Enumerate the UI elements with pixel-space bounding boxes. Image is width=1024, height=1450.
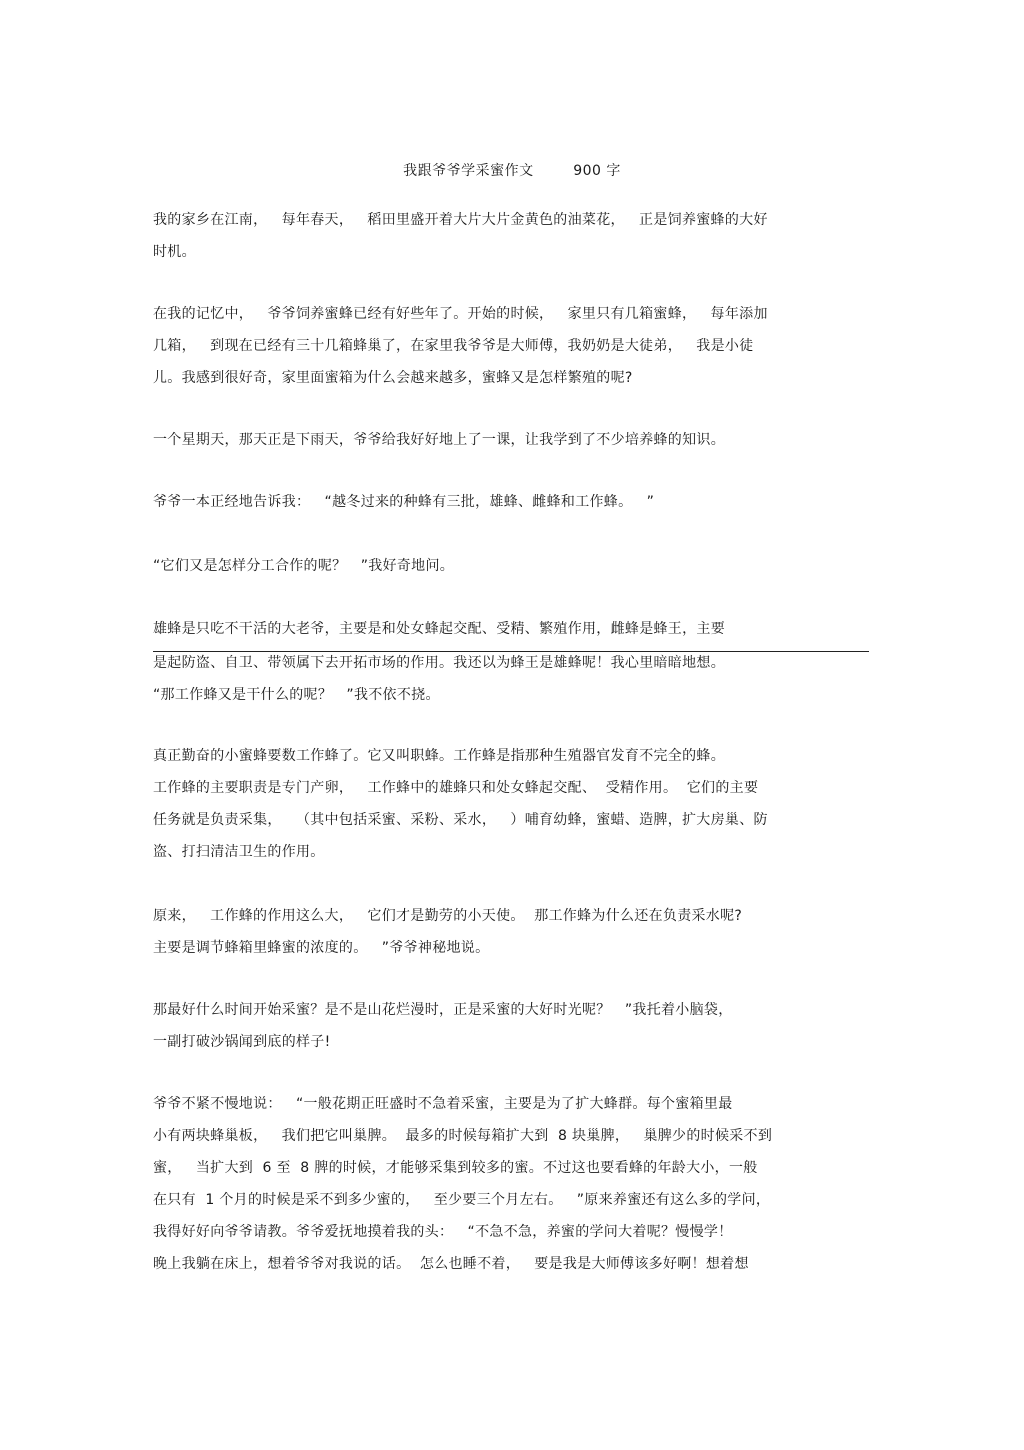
horizontal-rule xyxy=(153,651,869,652)
text-line: 一个星期天，那天正是下雨天，爷爷给我好好地上了一课，让我学到了不少培养蜂的知识。 xyxy=(153,432,725,448)
text-line: 任务就是负责采集， （其中包括采蜜、采粉、采水， ）哺育幼蜂，蜜蜡、造脾，扩大房巢、防 xyxy=(153,812,768,828)
text-line: 小有两块蜂巢板， 我们把它叫巢脾。 最多的时候每箱扩大到 8 块巢脾， 巢脾少的时候采不到 xyxy=(153,1128,773,1144)
text-line: 是起防盗、自卫、带领属下去开拓市场的作用。我还以为蜂王是雄蜂呢！我心里暗暗地想。 xyxy=(153,655,725,671)
text-line: 盗、打扫清洁卫生的作用。 xyxy=(153,844,325,860)
text-line: 原来， 工作蜂的作用这么大， 它们才是勤劳的小天使。 那工作蜂为什么还在负责采水呢? xyxy=(153,908,743,924)
text-line: 在我的记忆中， 爷爷饲养蜜蜂已经有好些年了。开始的时候， 家里只有几箱蜜蜂， 每年添加 xyxy=(153,306,768,322)
text-line: 一副打破沙锅闻到底的样子! xyxy=(153,1034,331,1050)
text-line: 那最好什么时间开始采蜜？是不是山花烂漫时，正是采蜜的大好时光呢？ ”我托着小脑袋， xyxy=(153,1002,733,1018)
text-line: 雄蜂是只吃不干活的大老爷，主要是和处女蜂起交配、受精、繁殖作用，雌蜂是蜂王，主要 xyxy=(153,621,725,637)
text-line: 几箱， 到现在已经有三十几箱蜂巢了，在家里我爷爷是大师傅，我奶奶是大徒弟， 我是小徒 xyxy=(153,338,754,354)
text-line: 主要是调节蜂箱里蜂蜜的浓度的。 ”爷爷神秘地说。 xyxy=(153,940,490,956)
text-line: 爷爷不紧不慢地说： “一般花期正旺盛时不急着采蜜，主要是为了扩大蜂群。每个蜜箱里最 xyxy=(153,1096,733,1112)
document-title: 我跟爷爷学采蜜作文 900 字 xyxy=(403,163,621,179)
text-line: 晚上我躺在床上，想着爷爷对我说的话。 怎么也睡不着， 要是我是大师傅该多好啊！想着想 xyxy=(153,1256,749,1272)
text-line: 真正勤奋的小蜜蜂要数工作蜂了。它又叫职蜂。工作蜂是指那种生殖器官发育不完全的蜂。 xyxy=(153,748,725,764)
text-line: 工作蜂的主要职责是专门产卵， 工作蜂中的雄蜂只和处女蜂起交配、 受精作用。 它们的主要 xyxy=(153,780,759,796)
text-line: 时机。 xyxy=(153,244,196,260)
text-line: 我的家乡在江南， 每年春天， 稻田里盛开着大片大片金黄色的油菜花， 正是饲养蜜蜂的大好 xyxy=(153,212,768,228)
text-line: “那工作蜂又是干什么的呢？ ”我不依不挠。 xyxy=(153,687,440,703)
text-line: 爷爷一本正经地告诉我： “越冬过来的种蜂有三批，雄蜂、雌蜂和工作蜂。 ” xyxy=(153,494,655,510)
text-line: “它们又是怎样分工合作的呢？ ”我好奇地问。 xyxy=(153,558,455,574)
text-line: 我得好好向爷爷请教。爷爷爱抚地摸着我的头： “不急不急，养蜜的学问大着呢？慢慢学！ xyxy=(153,1224,733,1240)
text-line: 蜜， 当扩大到 6 至 8 脾的时候，才能够采集到较多的蜜。不过这也要看蜂的年龄大小，一般 xyxy=(153,1160,758,1176)
text-line: 儿。我感到很好奇，家里面蜜箱为什么会越来越多，蜜蜂又是怎样繁殖的呢? xyxy=(153,370,633,386)
text-line: 在只有 1 个月的时候是采不到多少蜜的， 至少要三个月左右。 ”原来养蜜还有这么多的学问， xyxy=(153,1192,771,1208)
